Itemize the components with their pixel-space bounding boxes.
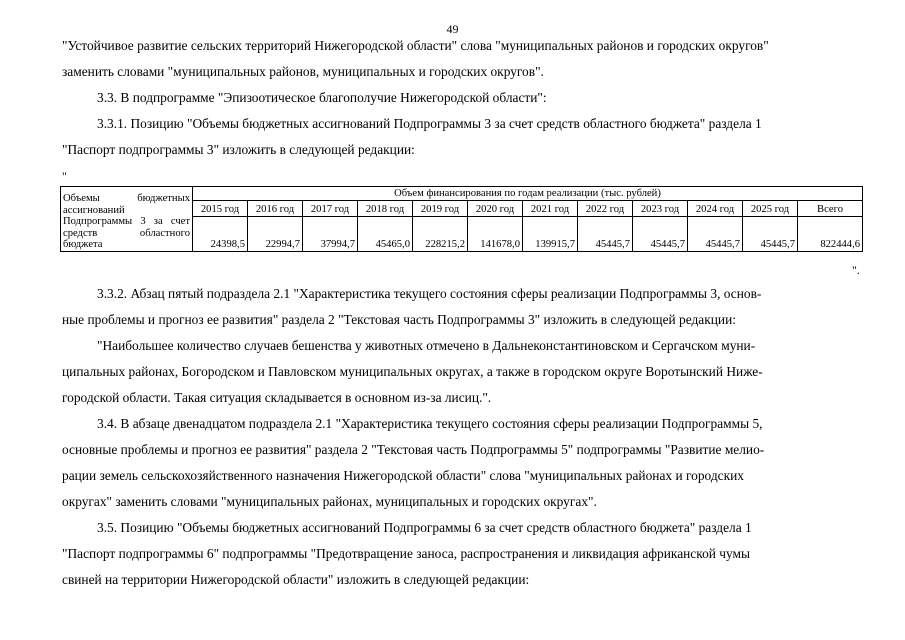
year-cell: 2022 год — [578, 201, 633, 217]
text-line: 3.3. В подпрограмме "Эпизоотическое благополучие Нижегородской области": — [97, 90, 547, 105]
text-line: ципальных районах, Богородском и Павловском муниципальных округах, а также в городском округе Воротынский Ниже- — [62, 364, 763, 379]
value-cell: 45465,0 — [358, 217, 413, 252]
text-line: "Наибольшее количество случаев бешенства у животных отмечено в Дальнеконстантиновском и Сергачском муни- — [97, 338, 756, 353]
text-line: основные проблемы и прогноз ее развития" раздела 2 "Текстовая часть Подпрограммы 5" подпрограммы "Развитие мелио- — [62, 442, 765, 457]
year-cell: 2015 год — [193, 201, 248, 217]
total-value-cell: 822444,6 — [798, 217, 863, 252]
text-line: 3.4. В абзаце двенадцатом подраздела 2.1 "Характеристика текущего состояния сферы реализации Подпрограммы 5, — [97, 416, 763, 431]
text-line: свиней на территории Нижегородской области" изложить в следующей редакции: — [62, 572, 530, 587]
value-cell: 45445,7 — [743, 217, 798, 252]
table-header: Объем финансирования по годам реализации (тыс. рублей) — [193, 187, 863, 201]
value-cell: 45445,7 — [688, 217, 743, 252]
table-row-label: Объемы бюджетных ассигнований Подпрограммы 3 за счет средств областного бюджета — [61, 187, 193, 252]
year-cell: 2017 год — [303, 201, 358, 217]
year-cell: 2020 год — [468, 201, 523, 217]
amendments-text-block — [62, 281, 860, 593]
page-number: 49 — [446, 22, 459, 36]
value-cell: 45445,7 — [633, 217, 688, 252]
year-cell: 2019 год — [413, 201, 468, 217]
value-cell: 22994,7 — [248, 217, 303, 252]
value-cell: 141678,0 — [468, 217, 523, 252]
opening-quote: " — [62, 169, 67, 183]
total-header-cell: Всего — [798, 201, 863, 217]
text-line: 3.3.2. Абзац пятый подраздела 2.1 "Характеристика текущего состояния сферы реализации Подпрограммы 3, основ- — [97, 286, 762, 301]
text-line: "Паспорт подпрограммы 6" подпрограммы "Предотвращение заноса, распространения и ликвидация африканской чумы — [62, 546, 751, 561]
text-line: округах" заменить словами "муниципальных районах, муниципальных и городских округах". — [62, 494, 597, 509]
value-cell: 24398,5 — [193, 217, 248, 252]
year-cell: 2021 год — [523, 201, 578, 217]
text-line: рации земель сельскохозяйственного назначения Нижегородской области" слова "муниципальных районах и городских — [62, 468, 744, 483]
text-line: "Устойчивое развитие сельских территорий Нижегородской области" слова "муниципальных районов и городских округов" — [62, 38, 769, 53]
closing-quote: ". — [852, 263, 860, 277]
value-cell: 228215,2 — [413, 217, 468, 252]
text-line: 3.3.1. Позицию "Объемы бюджетных ассигнований Подпрограммы 3 за счет средств областного бюджета" раздела 1 — [97, 116, 762, 131]
text-line: "Паспорт подпрограммы 3" изложить в следующей редакции: — [62, 142, 415, 157]
year-cell: 2025 год — [743, 201, 798, 217]
year-cell: 2023 год — [633, 201, 688, 217]
value-cell: 139915,7 — [523, 217, 578, 252]
intro-text-block — [62, 33, 860, 163]
year-cell: 2024 год — [688, 201, 743, 217]
text-line: заменить словами "муниципальных районов, муниципальных и городских округов". — [62, 64, 544, 79]
text-line: ные проблемы и прогноз ее развития" раздела 2 "Текстовая часть Подпрограммы 3" изложить в следующей редакции: — [62, 312, 736, 327]
year-cell: 2018 год — [358, 201, 413, 217]
value-cell: 45445,7 — [578, 217, 633, 252]
value-cell: 37994,7 — [303, 217, 358, 252]
text-line: 3.5. Позицию "Объемы бюджетных ассигнований Подпрограммы 6 за счет средств областного бюджета" раздела 1 — [97, 520, 752, 535]
text-line: городской области. Такая ситуация складывается в основном из-за лисиц.". — [62, 390, 492, 405]
year-cell: 2016 год — [248, 201, 303, 217]
budget-table — [60, 186, 863, 252]
